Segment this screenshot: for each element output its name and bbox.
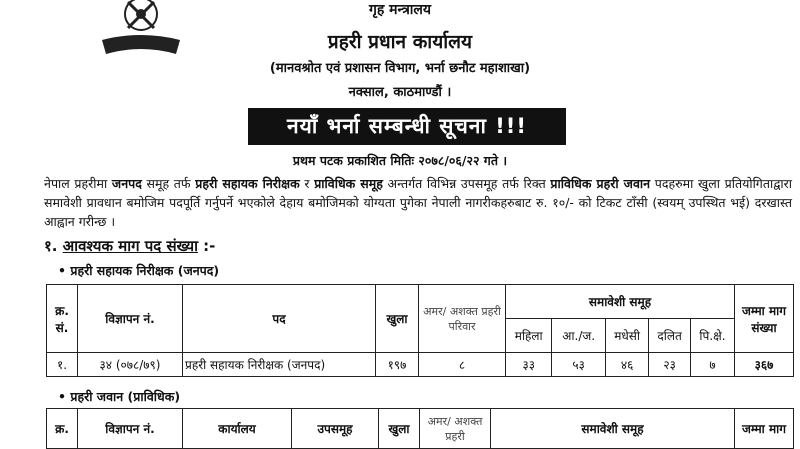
table-row: १. ३४ (०७८/७९) प्रहरी सहायक निरीक्षक (जनपद) १९७ ८ ३३ ५३ ४६ २३ ७ ३६७ xyxy=(47,353,794,377)
subsection-asi: • प्रहरी सहायक निरीक्षक (जनपद) xyxy=(58,263,220,278)
ministry-heading: गृह मन्त्रालय xyxy=(368,2,432,18)
address-line: नक्साल, काठमाण्डौं । xyxy=(348,85,452,100)
office-title: प्रहरी प्रधान कार्यालय xyxy=(327,31,473,53)
department-line: (मानवश्रोत एवं प्रशासन विभाग, भर्ना छनौट महाशाखा) xyxy=(269,61,531,76)
section-heading: १. आवश्यक माग पद संख्या :- xyxy=(44,237,216,255)
subsection-technical: • प्रहरी जवान (प्राविधिक) xyxy=(58,389,181,404)
notice-banner: नयाँ भर्ना सम्बन्धी सूचना !!! xyxy=(248,108,566,145)
asi-demand-table: क्र. सं. विज्ञापन नं. पद खुला अमर/ अशक्त प्रहरी परिवार समावेशी समूह जम्मा माग संख्या महिला आ./ज. मधेसी दलित पि.क्षे. १. ३४ (०७८/७९) प्रहरी सहायक निरीक्षक (जनपद) १९७ ८ ३३ ५३ ४६ २३ ७ ३६७ xyxy=(46,284,794,377)
intro-paragraph: नेपाल प्रहरीमा जनपद समूह तर्फ प्रहरी सहायक निरीक्षक र प्राविधिक समूह अन्तर्गत विभिन्न उपसमूह तर्फ रिक्त प्राविधिक प्रहरी जवान पदहरुमा खुला प्रतियोगिताद्वारा समावेशी प्रावधान बमोजिम पदपूर्ति गर्नुपर्ने भएकोले देहाय बमोजिमको योग्यता पुगेका नेपाली नागरीकहरुबाट रु. १०/- को टिकट टाँसी (स्वयम् उपस्थित भई) दरखास्त आह्वान गरीन्छ । xyxy=(44,176,792,229)
publication-date: प्रथम पटक प्रकाशित मितिः २०७८/०६/२२ गते । xyxy=(292,153,508,168)
technical-demand-table: क्र. विज्ञापन नं. कार्यालय उपसमूह खुला अमर/ अशक्त प्रहरी समावेशी समूह जम्मा माग xyxy=(46,408,794,449)
